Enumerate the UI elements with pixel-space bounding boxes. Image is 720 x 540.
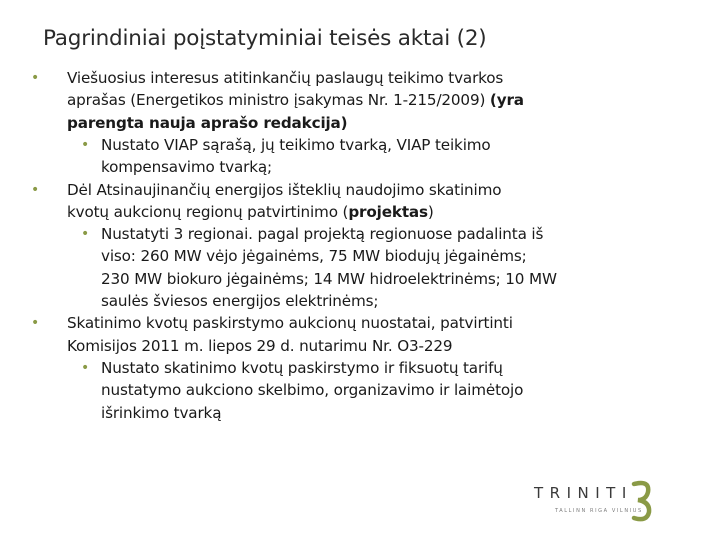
- logo-tagline: TALLINN RIGA VILNIUS: [555, 508, 643, 514]
- logo-wordmark: TRINITI: [534, 484, 633, 502]
- sub-bullet-text-line: [101, 134, 491, 156]
- bullet-marker: •: [81, 136, 90, 153]
- text-segment: ): [427, 202, 434, 221]
- text-segment: išrinkimo tvarką: [101, 403, 222, 422]
- bullet-text-line: [67, 312, 513, 334]
- text-segment: Nustatyti 3 regionai. pagal projektą regionuose padalinta iš: [101, 225, 544, 244]
- bullet-text-line: [67, 179, 501, 201]
- triniti-mark-icon: [630, 478, 654, 522]
- bold-text: parengta nauja aprašo redakcija): [67, 113, 348, 132]
- sub-bullet-text-line: [101, 245, 527, 267]
- text-segment: kvotų aukcionų regionų patvirtinimo (: [67, 202, 349, 221]
- text-segment: viso: 260 MW vėjo jėgainėms, 75 MW biodujų jėgainėms;: [101, 247, 527, 266]
- triniti-logo: [530, 478, 662, 526]
- text-segment: 230 MW biokuro jėgainėms; 14 MW hidroelektrinėms; 10 MW: [101, 269, 557, 288]
- bullet-text-line: [67, 67, 503, 89]
- bullet-marker: •: [81, 226, 90, 243]
- text-segment: Viešuosius interesus atitinkančių paslaugų teikimo tvarkos: [67, 69, 504, 87]
- bullet-text-line: [67, 112, 347, 134]
- sub-bullet-text-line: [101, 156, 272, 178]
- sub-bullet-text-line: [101, 379, 523, 401]
- bullet-text-line: [67, 89, 524, 111]
- bullet-marker: •: [31, 70, 40, 86]
- bullet-marker: •: [31, 181, 40, 198]
- bullet-marker: •: [31, 315, 40, 332]
- bullet-text-line: [67, 201, 434, 223]
- text-segment: kompensavimo tvarką;: [101, 158, 273, 177]
- sub-bullet-text-line: [101, 402, 221, 424]
- sub-bullet-text-line: [101, 223, 543, 245]
- sub-bullet-text-line: [101, 357, 503, 379]
- text-segment: saulės šviesos energijos elektrinėms;: [101, 292, 379, 310]
- text-segment: Komisijos 2011 m. liepos 29 d. nutarimu Nr. O3-229: [67, 336, 453, 355]
- text-segment: Skatinimo kvotų paskirstymo aukcionų nuostatai, patvirtinti: [67, 314, 513, 333]
- text-segment: nustatymo aukciono skelbimo, organizavimo ir laimėtojo: [101, 381, 524, 400]
- text-segment: Nustato VIAP sąrašą, jų teikimo tvarką, VIAP teikimo: [101, 135, 491, 154]
- bullet-text-line: [67, 335, 452, 357]
- slide-title: Pagrindiniai poįstatyminiai teisės aktai (2): [43, 26, 487, 51]
- text-segment: Nustato skatinimo kvotų paskirstymo ir fiksuotų tarifų: [101, 358, 503, 377]
- text-segment: Dėl Atsinaujinančių energijos išteklių naudojimo skatinimo: [67, 180, 502, 199]
- text-segment: aprašas (Energetikos ministro įsakymas Nr. 1-215/2009): [67, 91, 490, 110]
- bold-text: projektas: [348, 202, 428, 221]
- sub-bullet-text-line: [101, 268, 557, 290]
- bullet-marker: •: [81, 359, 90, 376]
- bold-text: (yra: [489, 91, 524, 110]
- sub-bullet-text-line: [101, 290, 378, 312]
